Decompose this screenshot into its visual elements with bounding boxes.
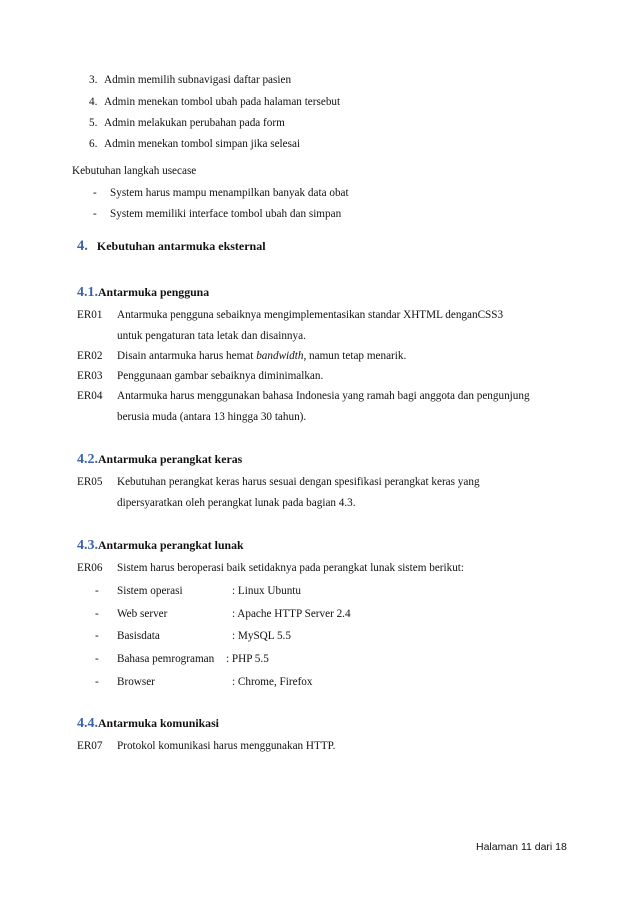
requirement-code: ER07 [77,740,103,752]
requirement-text: Protokol komunikasi harus menggunakan HTTP. [117,740,336,752]
requirement-text-part: , namun tetap menarik. [303,350,407,362]
subsection-title: Antarmuka perangkat lunak [98,538,244,552]
bullet-dash: - [93,208,97,220]
subsection-heading [77,452,242,468]
software-label: Bahasa pemrograman [117,653,215,665]
bullet-dash: - [95,608,99,620]
section-heading [77,238,266,255]
requirement-code: ER03 [77,370,103,382]
requirement-text: Penggunaan gambar sebaiknya diminimalkan. [117,370,324,382]
subsection-heading [77,285,209,301]
software-label: Browser [117,676,155,688]
requirement-code: ER05 [77,476,103,488]
step-number: 4. [89,96,98,108]
requirement-text: dipersyaratkan oleh perangkat lunak pada bagian 4.3. [117,497,356,509]
step-number: 3. [89,74,98,86]
requirement-text-italic: bandwidth [256,350,304,362]
step-text: Admin melakukan perubahan pada form [104,117,285,129]
step-text: Admin menekan tombol ubah pada halaman tersebut [104,96,341,108]
bullet-dash: - [95,630,99,642]
usecase-item: System memiliki interface tombol ubah dan simpan [110,208,342,220]
requirement-text: untuk pengaturan tata letak dan disainnya. [117,330,306,342]
subsection-number: 4.2. [77,452,98,467]
step-text: Admin menekan tombol simpan jika selesai [104,138,301,150]
requirement-text: Kebutuhan perangkat keras harus sesuai dengan spesifikasi perangkat keras yang [117,476,480,488]
subsection-title: Antarmuka pengguna [98,285,210,299]
bullet-dash: - [95,676,99,688]
step-text: Admin memilih subnavigasi daftar pasien [104,74,292,86]
section-number: 4. [77,238,88,254]
requirement-code: ER01 [77,309,103,321]
requirement-text: berusia muda (antara 13 hingga 30 tahun). [117,411,307,423]
section-title: Kebutuhan antarmuka eksternal [96,239,266,253]
requirement-code: ER04 [77,390,103,402]
subsection-title: Antarmuka perangkat keras [98,452,243,466]
software-label: Web server [117,608,168,620]
requirement-text: Antarmuka pengguna sebaiknya mengimplementasikan standar XHTML denganCSS3 [117,309,504,321]
software-label: Basisdata [117,630,160,642]
page-number-footer: Halaman 11 dari 18 [476,841,567,853]
subsection-heading [77,538,244,554]
usecase-item: System harus mampu menampilkan banyak data obat [110,187,349,199]
usecase-heading: Kebutuhan langkah usecase [72,165,197,177]
subsection-number: 4.1. [77,285,98,300]
step-number: 5. [89,117,98,129]
requirement-text: Sistem harus beroperasi baik setidaknya pada perangkat lunak sistem berikut: [117,562,465,574]
software-value: : Apache HTTP Server 2.4 [232,608,351,620]
requirement-text [117,350,406,362]
requirement-code: ER06 [77,562,103,574]
software-label: Sistem operasi [117,585,183,597]
software-value: : Linux Ubuntu [232,585,301,597]
bullet-dash: - [93,187,97,199]
bullet-dash: - [95,585,99,597]
software-value: : PHP 5.5 [226,653,269,665]
requirement-text-part: Disain antarmuka harus hemat [117,350,257,362]
subsection-number: 4.4. [77,716,98,731]
step-number: 6. [89,138,98,150]
software-value: : MySQL 5.5 [232,630,291,642]
requirement-text: Antarmuka harus menggunakan bahasa Indonesia yang ramah bagi anggota dan pengunjung [117,390,530,402]
requirement-code: ER02 [77,350,103,362]
subsection-title: Antarmuka komunikasi [98,716,219,730]
bullet-dash: - [95,653,99,665]
subsection-heading [77,716,219,732]
subsection-number: 4.3. [77,538,98,553]
software-value: : Chrome, Firefox [232,676,313,688]
